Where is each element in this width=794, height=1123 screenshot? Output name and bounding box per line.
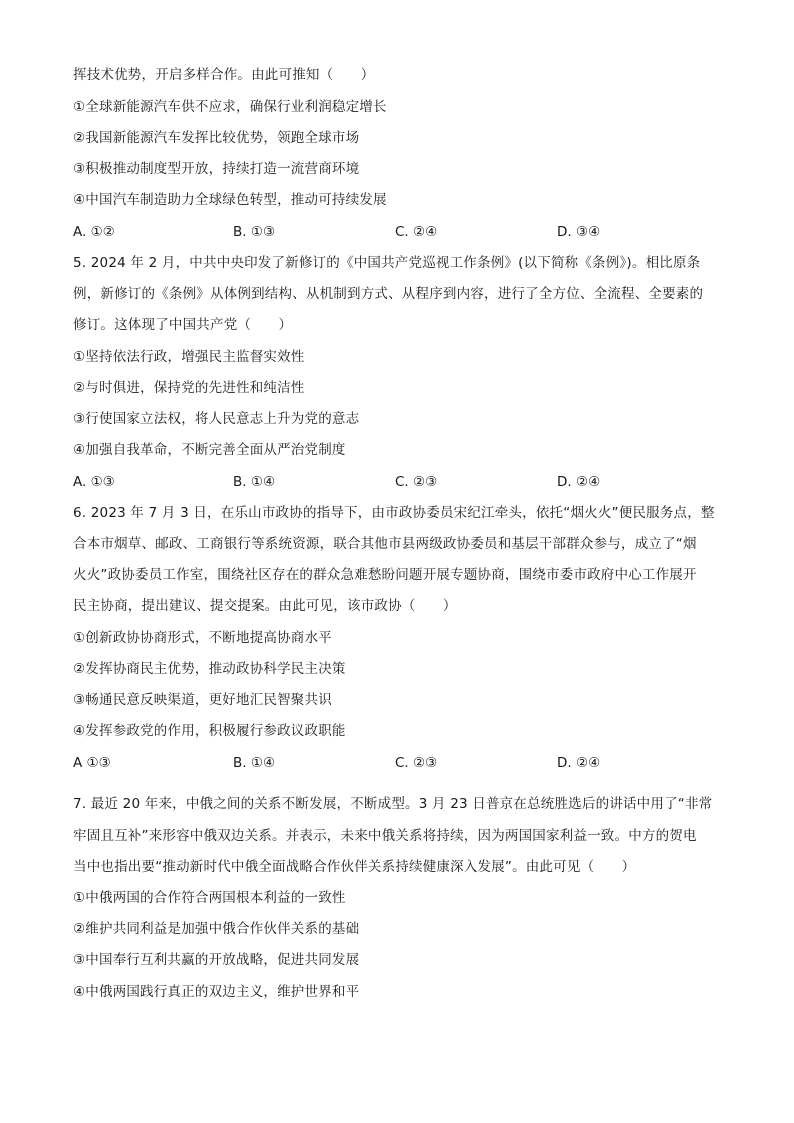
q6-item-1: ①创新政协协商形式，不断地提高协商水平 [73, 630, 332, 646]
q7-stem-line-3: 当中也指出要“推动新时代中俄全面战略合作伙伴关系持续健康深入发展”。由此可见（ ） [73, 859, 636, 875]
q5-option-a[interactable]: A. ①③ [73, 474, 115, 490]
q5-option-b[interactable]: B. ①④ [233, 474, 276, 490]
q6-item-3: ③畅通民意反映渠道，更好地汇民智聚共识 [73, 692, 332, 708]
q6-item-2: ②发挥协商民主优势，推动政协科学民主决策 [73, 661, 346, 677]
q5-item-3: ③行使国家立法权，将人民意志上升为党的意志 [73, 411, 360, 427]
q6-option-c[interactable]: C. ②③ [395, 755, 438, 771]
q4-option-a[interactable]: A. ①② [73, 224, 115, 240]
q7-item-2: ②维护共同利益是加强中俄合作伙伴关系的基础 [73, 921, 360, 937]
q4-stem-tail: 挥技术优势，开启多样合作。由此可推知（ ） [73, 67, 375, 83]
q7-item-3: ③中国奉行互利共赢的开放战略，促进共同发展 [73, 952, 360, 968]
q6-option-b[interactable]: B. ①④ [233, 755, 276, 771]
q5-option-c[interactable]: C. ②③ [395, 474, 438, 490]
q7-stem-line-1: 7. 最近 20 年来，中俄之间的关系不断发展，不断成型。3 月 23 日普京在总统胜选后的讲话中用了“非常 [73, 796, 713, 812]
q5-option-d[interactable]: D. ②④ [557, 474, 601, 490]
q5-item-2: ②与时俱进，保持党的先进性和纯洁性 [73, 380, 305, 396]
q6-stem-line-1: 6. 2023 年 7 月 3 日，在乐山市政协的指导下，由市政协委员宋纪江牵头，依托“烟火火”便民服务点，整 [73, 505, 715, 521]
q5-stem-line-2: 例，新修订的《条例》从体例到结构、从机制到方式、从程序到内容，进行了全方位、全流程、全要素的 [73, 286, 704, 302]
q6-stem-line-4: 民主协商，提出建议、提交提案。由此可见，该市政协（ ） [73, 598, 457, 614]
q6-stem-line-2: 合本市烟草、邮政、工商银行等系统资源，联合其他市县两级政协委员和基层干部群众参与，成立了“烟 [73, 536, 697, 552]
q4-item-3: ③积极推动制度型开放，持续打造一流营商环境 [73, 161, 360, 177]
q7-stem-line-2: 牢固且互补”来形容中俄双边关系。并表示，未来中俄关系将持续，因为两国国家利益一致。中方的贺电 [73, 828, 697, 844]
q5-item-1: ①坚持依法行政，增强民主监督实效性 [73, 349, 305, 365]
q4-option-d[interactable]: D. ③④ [557, 224, 601, 240]
q7-item-4: ④中俄两国践行真正的双边主义，维护世界和平 [73, 984, 360, 1000]
q6-option-a[interactable]: A ①③ [73, 755, 111, 771]
q4-option-b[interactable]: B. ①③ [233, 224, 276, 240]
q5-stem-line-3: 修订。这体现了中国共产党（ ） [73, 317, 293, 333]
q6-stem-line-3: 火火”政协委员工作室，围绕社区存在的群众急难愁盼问题开展专题协商，围绕市委市政府中心工作展开 [73, 567, 697, 583]
q4-option-c[interactable]: C. ②④ [395, 224, 438, 240]
q6-item-4: ④发挥参政党的作用，积极履行参政议政职能 [73, 723, 346, 739]
q4-item-2: ②我国新能源汽车发挥比较优势，领跑全球市场 [73, 130, 360, 146]
q5-item-4: ④加强自我革命，不断完善全面从严治党制度 [73, 442, 346, 458]
q7-item-1: ①中俄两国的合作符合两国根本利益的一致性 [73, 890, 346, 906]
q5-stem-line-1: 5. 2024 年 2 月，中共中央印发了新修订的《中国共产党巡视工作条例》(以下简称《条例》)。相比原条 [73, 255, 701, 271]
q6-option-d[interactable]: D. ②④ [557, 755, 601, 771]
q4-item-4: ④中国汽车制造助力全球绿色转型，推动可持续发展 [73, 192, 387, 208]
q4-item-1: ①全球新能源汽车供不应求，确保行业利润稳定增长 [73, 99, 387, 115]
